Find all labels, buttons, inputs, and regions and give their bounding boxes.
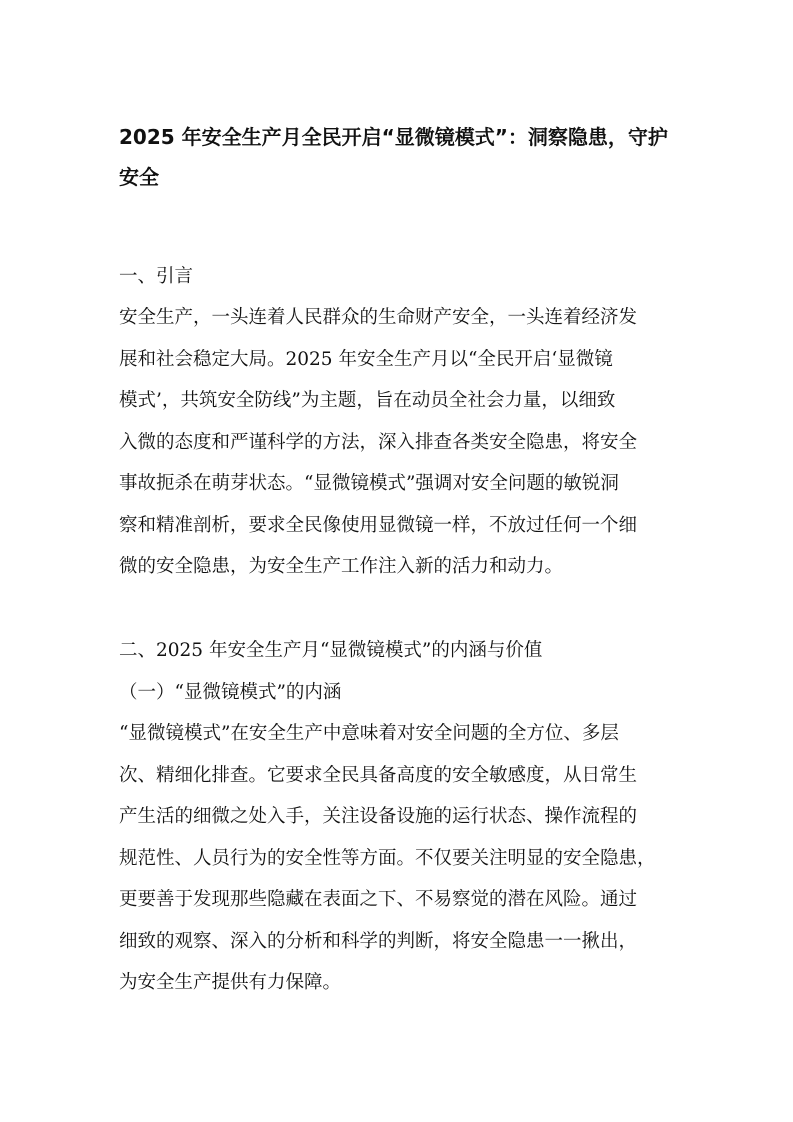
paragraph-line: 入微的态度和严谨科学的方法，深入排查各类安全隐患，将安全 [119,431,638,453]
paragraph-line: 更要善于发现那些隐藏在表面之下、不易察觉的潜在风险。通过 [119,889,638,910]
introduction-paragraph [119,297,675,588]
paragraph-line: 细致的观察、深入的分析和科学的判断，将安全隐患一一揪出， [119,930,638,952]
paragraph-line: 微的安全隐患，为安全生产工作注入新的活力和动力。 [119,556,564,577]
paragraph-line: 产生活的细微之处入手，关注设备设施的运行状态、操作流程的 [119,806,638,827]
subsection-heading-connotation: （一）“显微镜模式”的内涵 [119,682,342,703]
paragraph-line: 展和社会稳定大局。2025 年安全生产月以“全民开启‘显微镜 [119,348,613,370]
paragraph-line: 事故扼杀在萌芽状态。“显微镜模式”强调对安全问题的敏锐洞 [119,473,619,494]
paragraph-line: 模式’，共筑安全防线”为主题，旨在动员全社会力量，以细致 [119,390,616,411]
paragraph-line: 安全生产，一头连着人民群众的生命财产安全，一头连着经济发 [119,307,638,328]
paragraph-line: 规范性、人员行为的安全性等方面。不仅要关注明显的安全隐患， [119,847,656,869]
paragraph-line: 为安全生产提供有力保障。 [119,972,342,993]
section-heading-connotation-value: 二、2025 年安全生产月“显微镜模式”的内涵与价值 [119,640,543,661]
paragraph-line: 次、精细化排查。它要求全民具备高度的安全敏感度，从日常生 [119,764,638,786]
section-heading-introduction: 一、引言 [119,266,194,287]
connotation-paragraph [119,713,675,1004]
paragraph-line: “显微镜模式”在安全生产中意味着对安全问题的全方位、多层 [119,723,619,744]
paragraph-line: 察和精准剖析，要求全民像使用显微镜一样，不放过任何一个细 [119,514,638,536]
document-title: 2025 年安全生产月全民开启“显微镜模式”：洞察隐患，守护安全 [119,125,668,189]
